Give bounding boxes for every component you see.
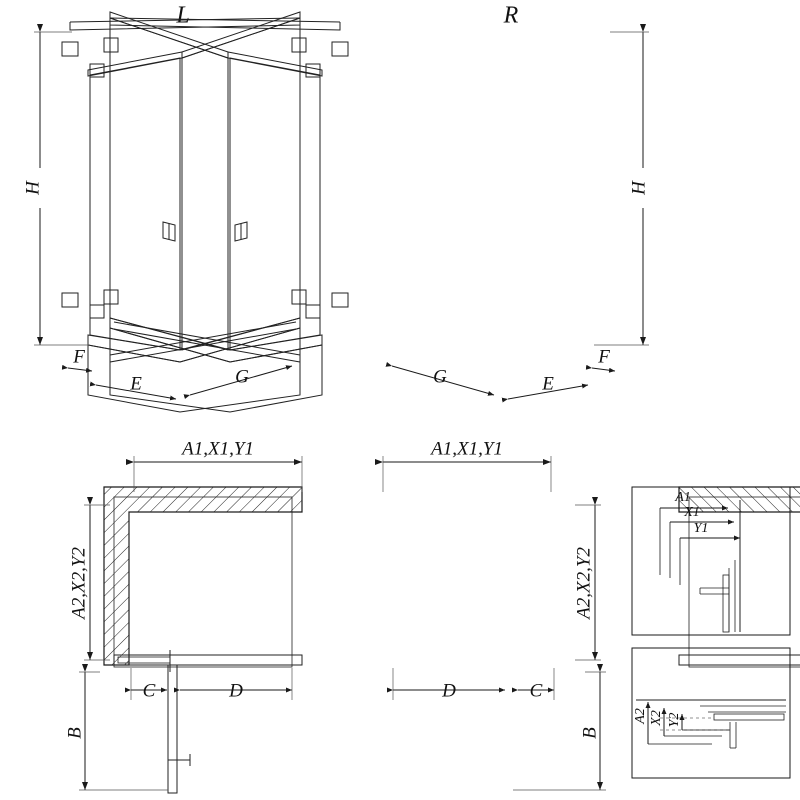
label-B-left: B xyxy=(64,727,86,739)
label-D-right: D xyxy=(442,680,456,702)
detail-vertical-offsets xyxy=(632,648,790,778)
label-B-right: B xyxy=(579,727,601,739)
label-C-right: C xyxy=(529,680,543,702)
label-D-left: D xyxy=(229,680,243,702)
label-A2X2Y2-right: A2,X2,Y2 xyxy=(573,547,595,619)
label-A1X1Y1-right: A1,X1,Y1 xyxy=(431,438,503,460)
view-plan-right xyxy=(383,438,800,793)
label-H-left: H xyxy=(22,181,44,195)
label-Y2-detail: Y2 xyxy=(667,712,683,728)
view-isometric-right-annotations xyxy=(392,3,654,400)
handing-label-R: R xyxy=(503,2,519,29)
view-plan-left xyxy=(64,438,302,793)
handing-label-L: L xyxy=(176,2,190,29)
label-E-right: E xyxy=(542,373,554,395)
label-A1-detail: A1 xyxy=(675,490,691,506)
label-G-left: G xyxy=(235,366,249,388)
label-F-right: F xyxy=(598,346,610,368)
label-A2X2Y2-left: A2,X2,Y2 xyxy=(68,547,90,619)
label-A2-detail: A2 xyxy=(633,708,649,724)
label-X1-detail: X1 xyxy=(684,505,700,521)
label-E-left: E xyxy=(130,373,142,395)
label-A1X1Y1-left: A1,X1,Y1 xyxy=(182,438,254,460)
view-isometric-right xyxy=(104,12,348,412)
label-F-left: F xyxy=(73,346,85,368)
label-C-left: C xyxy=(142,680,156,702)
label-G-right: G xyxy=(433,366,447,388)
label-H-right: H xyxy=(628,181,650,195)
label-X2-detail: X2 xyxy=(649,710,665,726)
label-Y1-detail: Y1 xyxy=(693,521,709,537)
